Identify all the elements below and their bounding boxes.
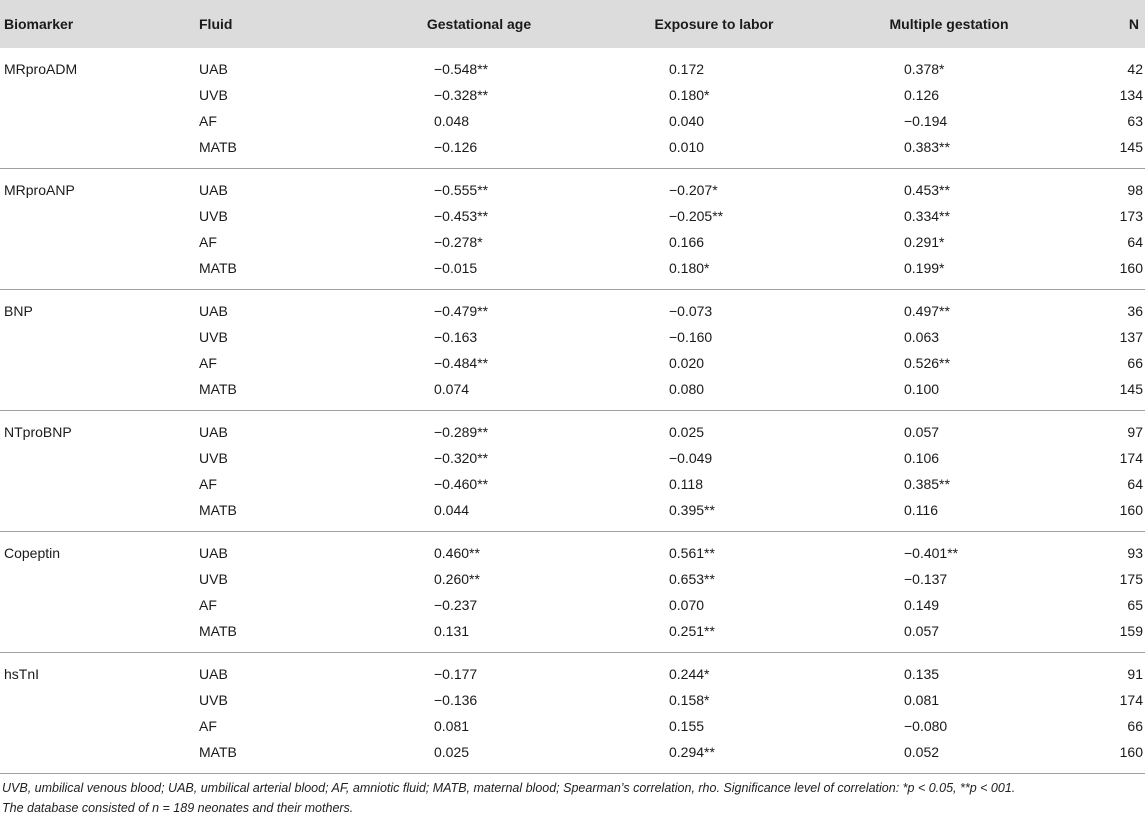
cell-fluid: UVB — [199, 87, 228, 103]
cell-multiple-gestation — [830, 169, 1070, 204]
cell-exposure-to-labor-value: 0.025 — [669, 424, 705, 440]
cell-multiple-gestation — [830, 48, 1070, 82]
cell-multiple-gestation-value: 0.057 — [904, 424, 940, 440]
cell-n: 97 — [1127, 424, 1143, 440]
cell-fluid: MATB — [195, 739, 360, 774]
cell-exposure-to-labor-value: −0.073 — [669, 303, 713, 319]
cell-exposure-to-labor — [600, 169, 830, 204]
cell-gestational-age-value: −0.136 — [434, 692, 478, 708]
cell-multiple-gestation-value: −0.137 — [904, 571, 948, 587]
header-fluid: Fluid — [195, 0, 360, 48]
cell-biomarker — [0, 229, 195, 255]
cell-gestational-age — [360, 350, 600, 376]
cell-exposure-to-labor-value: 0.158* — [669, 692, 710, 708]
cell-exposure-to-labor — [600, 108, 830, 134]
cell-n: 174 — [1119, 450, 1143, 466]
cell-n: 160 — [1070, 255, 1145, 290]
cell-multiple-gestation-value: 0.063 — [904, 329, 940, 345]
table-row — [0, 592, 1145, 618]
cell-exposure-to-labor — [600, 48, 830, 82]
cell-gestational-age-value: −0.479** — [434, 303, 489, 319]
cell-multiple-gestation — [830, 566, 1070, 592]
table-row — [0, 445, 1145, 471]
cell-exposure-to-labor — [600, 532, 830, 567]
cell-biomarker — [0, 713, 195, 739]
table-row — [0, 618, 1145, 653]
cell-n: 137 — [1119, 329, 1143, 345]
cell-exposure-to-labor — [600, 739, 830, 774]
table-footnote — [0, 774, 1145, 818]
cell-gestational-age-value: 0.048 — [434, 113, 470, 129]
cell-exposure-to-labor-value: 0.251** — [669, 623, 715, 639]
cell-multiple-gestation — [830, 82, 1070, 108]
cell-exposure-to-labor — [600, 290, 830, 325]
cell-multiple-gestation — [830, 376, 1070, 411]
cell-gestational-age — [360, 108, 600, 134]
cell-exposure-to-labor-value: −0.205** — [669, 208, 724, 224]
cell-fluid: UAB — [199, 303, 228, 319]
cell-gestational-age — [360, 376, 600, 411]
cell-gestational-age — [360, 255, 600, 290]
cell-exposure-to-labor-value: 0.166 — [669, 234, 705, 250]
cell-biomarker — [0, 445, 195, 471]
cell-n: 159 — [1070, 618, 1145, 653]
cell-fluid: MATB — [195, 618, 360, 653]
cell-multiple-gestation-value: 0.052 — [904, 744, 940, 760]
cell-fluid: AF — [199, 476, 217, 492]
table-row — [0, 687, 1145, 713]
table-row — [0, 471, 1145, 497]
cell-exposure-to-labor — [600, 592, 830, 618]
cell-multiple-gestation-value: 0.383** — [904, 139, 950, 155]
cell-multiple-gestation — [830, 134, 1070, 169]
table-row — [0, 739, 1145, 774]
cell-fluid: MATB — [195, 255, 360, 290]
cell-multiple-gestation-value: 0.106 — [904, 450, 940, 466]
cell-n: 63 — [1127, 113, 1143, 129]
cell-fluid: UVB — [199, 450, 228, 466]
cell-multiple-gestation-value: 0.126 — [904, 87, 940, 103]
table-row — [0, 376, 1145, 411]
biomarker-group — [0, 169, 1145, 290]
cell-gestational-age — [360, 290, 600, 325]
table-header — [0, 0, 1145, 48]
cell-fluid: MATB — [195, 134, 360, 169]
cell-gestational-age-value: 0.025 — [434, 744, 470, 760]
cell-exposure-to-labor-value: −0.049 — [669, 450, 713, 466]
cell-multiple-gestation — [830, 255, 1070, 290]
footnote-line-2: The database consisted of n = 189 neonates and their mothers. — [2, 801, 354, 815]
cell-gestational-age-value: −0.320** — [434, 450, 489, 466]
cell-multiple-gestation-value: −0.080 — [904, 718, 948, 734]
cell-multiple-gestation-value: 0.378* — [904, 61, 945, 77]
cell-exposure-to-labor-value: 0.020 — [669, 355, 705, 371]
biomarker-group — [0, 532, 1145, 653]
cell-exposure-to-labor-value: 0.561** — [669, 545, 715, 561]
cell-biomarker — [0, 592, 195, 618]
header-n: N — [1070, 0, 1145, 48]
cell-exposure-to-labor — [600, 713, 830, 739]
cell-gestational-age — [360, 134, 600, 169]
cell-fluid: AF — [199, 718, 217, 734]
cell-gestational-age — [360, 82, 600, 108]
header-exposure-to-labor: Exposure to labor — [600, 0, 830, 48]
cell-gestational-age — [360, 713, 600, 739]
cell-exposure-to-labor — [600, 411, 830, 446]
table-row — [0, 48, 1145, 82]
cell-fluid: UVB — [199, 692, 228, 708]
cell-multiple-gestation-value: −0.401** — [904, 545, 959, 561]
cell-gestational-age — [360, 324, 600, 350]
cell-multiple-gestation — [830, 653, 1070, 688]
cell-n: 66 — [1127, 718, 1143, 734]
cell-fluid: UAB — [199, 545, 228, 561]
table-row — [0, 255, 1145, 290]
cell-exposure-to-labor-value: −0.207* — [669, 182, 718, 198]
cell-gestational-age-value: −0.278* — [434, 234, 483, 250]
cell-exposure-to-labor — [600, 203, 830, 229]
cell-multiple-gestation-value: 0.081 — [904, 692, 940, 708]
table-row — [0, 653, 1145, 688]
cell-multiple-gestation-value: 0.149 — [904, 597, 940, 613]
cell-multiple-gestation — [830, 203, 1070, 229]
cell-exposure-to-labor — [600, 566, 830, 592]
cell-gestational-age-value: −0.015 — [434, 260, 478, 276]
cell-exposure-to-labor-value: 0.040 — [669, 113, 705, 129]
cell-biomarker — [0, 497, 195, 532]
cell-exposure-to-labor — [600, 324, 830, 350]
cell-multiple-gestation-value: 0.199* — [904, 260, 945, 276]
cell-exposure-to-labor-value: 0.172 — [669, 61, 705, 77]
cell-fluid: AF — [199, 113, 217, 129]
cell-biomarker: NTproBNP — [4, 424, 72, 440]
cell-gestational-age — [360, 471, 600, 497]
cell-exposure-to-labor — [600, 350, 830, 376]
cell-biomarker — [0, 255, 195, 290]
cell-gestational-age — [360, 445, 600, 471]
cell-n: 160 — [1070, 739, 1145, 774]
cell-gestational-age — [360, 203, 600, 229]
cell-fluid: UAB — [199, 182, 228, 198]
cell-gestational-age — [360, 229, 600, 255]
cell-biomarker — [0, 566, 195, 592]
cell-exposure-to-labor-value: −0.160 — [669, 329, 713, 345]
table-row — [0, 290, 1145, 325]
cell-multiple-gestation — [830, 108, 1070, 134]
cell-exposure-to-labor — [600, 229, 830, 255]
cell-exposure-to-labor — [600, 653, 830, 688]
cell-biomarker — [0, 82, 195, 108]
cell-biomarker: MRproANP — [4, 182, 75, 198]
cell-biomarker — [0, 108, 195, 134]
cell-multiple-gestation — [830, 618, 1070, 653]
cell-gestational-age — [360, 618, 600, 653]
header-gestational-age: Gestational age — [360, 0, 600, 48]
cell-exposure-to-labor-value: 0.244* — [669, 666, 710, 682]
cell-fluid: UAB — [199, 666, 228, 682]
cell-gestational-age-value: −0.484** — [434, 355, 489, 371]
cell-gestational-age-value: 0.460** — [434, 545, 480, 561]
cell-n: 134 — [1119, 87, 1143, 103]
cell-multiple-gestation — [830, 411, 1070, 446]
cell-multiple-gestation — [830, 229, 1070, 255]
cell-multiple-gestation — [830, 713, 1070, 739]
cell-fluid: AF — [199, 234, 217, 250]
cell-exposure-to-labor — [600, 134, 830, 169]
cell-multiple-gestation-value: 0.135 — [904, 666, 940, 682]
cell-n: 145 — [1070, 376, 1145, 411]
cell-exposure-to-labor — [600, 497, 830, 532]
cell-gestational-age — [360, 532, 600, 567]
biomarker-group — [0, 48, 1145, 169]
cell-exposure-to-labor — [600, 618, 830, 653]
cell-gestational-age — [360, 497, 600, 532]
cell-fluid: UAB — [199, 424, 228, 440]
cell-gestational-age — [360, 48, 600, 82]
cell-exposure-to-labor-value: 0.080 — [669, 381, 705, 397]
cell-exposure-to-labor-value: 0.180* — [669, 260, 710, 276]
cell-exposure-to-labor-value: 0.653** — [669, 571, 715, 587]
cell-exposure-to-labor — [600, 445, 830, 471]
cell-biomarker — [0, 739, 195, 774]
cell-biomarker — [0, 134, 195, 169]
cell-exposure-to-labor-value: 0.010 — [669, 139, 705, 155]
cell-exposure-to-labor — [600, 255, 830, 290]
cell-multiple-gestation-value: 0.291* — [904, 234, 945, 250]
cell-multiple-gestation — [830, 350, 1070, 376]
cell-gestational-age-value: 0.074 — [434, 381, 470, 397]
cell-multiple-gestation — [830, 497, 1070, 532]
cell-multiple-gestation-value: 0.385** — [904, 476, 950, 492]
table-row — [0, 713, 1145, 739]
cell-exposure-to-labor — [600, 376, 830, 411]
cell-gestational-age-value: 0.131 — [434, 623, 470, 639]
cell-exposure-to-labor — [600, 471, 830, 497]
table-row — [0, 411, 1145, 446]
cell-multiple-gestation — [830, 471, 1070, 497]
cell-gestational-age — [360, 653, 600, 688]
cell-multiple-gestation — [830, 290, 1070, 325]
cell-exposure-to-labor-value: 0.180* — [669, 87, 710, 103]
cell-gestational-age-value: −0.177 — [434, 666, 478, 682]
cell-fluid: AF — [199, 597, 217, 613]
cell-multiple-gestation-value: 0.453** — [904, 182, 950, 198]
cell-biomarker: Copeptin — [4, 545, 61, 561]
biomarker-group — [0, 290, 1145, 411]
cell-gestational-age-value: −0.460** — [434, 476, 489, 492]
cell-biomarker: BNP — [4, 303, 33, 319]
cell-n: 64 — [1127, 476, 1143, 492]
cell-n: 93 — [1127, 545, 1143, 561]
cell-multiple-gestation-value: −0.194 — [904, 113, 948, 129]
cell-multiple-gestation — [830, 445, 1070, 471]
table-row — [0, 497, 1145, 532]
cell-multiple-gestation — [830, 532, 1070, 567]
cell-n: 98 — [1127, 182, 1143, 198]
cell-multiple-gestation — [830, 324, 1070, 350]
cell-exposure-to-labor-value: 0.070 — [669, 597, 705, 613]
cell-gestational-age-value: −0.289** — [434, 424, 489, 440]
cell-fluid: AF — [199, 355, 217, 371]
cell-fluid: MATB — [195, 376, 360, 411]
cell-n: 174 — [1119, 692, 1143, 708]
table-row — [0, 350, 1145, 376]
cell-n: 66 — [1127, 355, 1143, 371]
cell-multiple-gestation — [830, 687, 1070, 713]
cell-gestational-age-value: −0.163 — [434, 329, 478, 345]
cell-n: 65 — [1127, 597, 1143, 613]
cell-multiple-gestation — [830, 592, 1070, 618]
cell-biomarker: hsTnI — [4, 666, 40, 682]
cell-gestational-age — [360, 592, 600, 618]
cell-n: 91 — [1127, 666, 1143, 682]
cell-biomarker — [0, 687, 195, 713]
header-row — [0, 0, 1145, 48]
cell-biomarker — [0, 324, 195, 350]
table-row — [0, 108, 1145, 134]
biomarker-group — [0, 653, 1145, 774]
cell-fluid: MATB — [195, 497, 360, 532]
table-row — [0, 203, 1145, 229]
table-row — [0, 229, 1145, 255]
table-row — [0, 169, 1145, 204]
cell-n: 175 — [1119, 571, 1143, 587]
cell-gestational-age-value: −0.555** — [434, 182, 489, 198]
cell-multiple-gestation-value: 0.526** — [904, 355, 950, 371]
cell-gestational-age — [360, 566, 600, 592]
header-biomarker: Biomarker — [0, 0, 195, 48]
cell-gestational-age-value: −0.328** — [434, 87, 489, 103]
cell-fluid: UVB — [199, 571, 228, 587]
cell-biomarker: MRproADM — [4, 61, 78, 77]
cell-multiple-gestation-value: 0.100 — [904, 381, 940, 397]
cell-gestational-age-value: 0.044 — [434, 502, 470, 518]
header-multiple-gestation: Multiple gestation — [830, 0, 1070, 48]
cell-gestational-age-value: −0.548** — [434, 61, 489, 77]
cell-n: 160 — [1070, 497, 1145, 532]
cell-exposure-to-labor — [600, 687, 830, 713]
biomarker-group — [0, 411, 1145, 532]
cell-biomarker — [0, 376, 195, 411]
cell-fluid: UVB — [199, 329, 228, 345]
cell-gestational-age — [360, 169, 600, 204]
cell-multiple-gestation-value: 0.334** — [904, 208, 950, 224]
cell-biomarker — [0, 618, 195, 653]
cell-gestational-age — [360, 739, 600, 774]
cell-exposure-to-labor — [600, 82, 830, 108]
cell-biomarker — [0, 350, 195, 376]
cell-gestational-age-value: 0.260** — [434, 571, 480, 587]
cell-gestational-age-value: −0.237 — [434, 597, 478, 613]
table-row — [0, 566, 1145, 592]
cell-fluid: UVB — [199, 208, 228, 224]
table-row — [0, 134, 1145, 169]
cell-exposure-to-labor-value: 0.155 — [669, 718, 705, 734]
cell-fluid: UAB — [199, 61, 228, 77]
cell-multiple-gestation — [830, 739, 1070, 774]
cell-biomarker — [0, 203, 195, 229]
cell-exposure-to-labor-value: 0.118 — [669, 476, 703, 492]
footnote-line-1: UVB, umbilical venous blood; UAB, umbilical arterial blood; AF, amniotic fluid; MATB, maternal blood; Spearman’s correlation, rho. Significance level of correlation: *p < 0.05, **p < 001. — [2, 781, 1016, 795]
cell-multiple-gestation-value: 0.057 — [904, 623, 940, 639]
cell-n: 42 — [1127, 61, 1143, 77]
cell-n: 145 — [1070, 134, 1145, 169]
cell-exposure-to-labor-value: 0.395** — [669, 502, 715, 518]
cell-n: 173 — [1119, 208, 1143, 224]
cell-gestational-age-value: −0.126 — [434, 139, 478, 155]
table-row — [0, 324, 1145, 350]
table-row — [0, 82, 1145, 108]
cell-gestational-age — [360, 687, 600, 713]
cell-multiple-gestation-value: 0.497** — [904, 303, 950, 319]
cell-n: 64 — [1127, 234, 1143, 250]
cell-multiple-gestation-value: 0.116 — [904, 502, 938, 518]
table-row — [0, 532, 1145, 567]
cell-gestational-age-value: 0.081 — [434, 718, 470, 734]
cell-biomarker — [0, 471, 195, 497]
cell-exposure-to-labor-value: 0.294** — [669, 744, 715, 760]
cell-gestational-age — [360, 411, 600, 446]
cell-gestational-age-value: −0.453** — [434, 208, 489, 224]
cell-n: 36 — [1127, 303, 1143, 319]
